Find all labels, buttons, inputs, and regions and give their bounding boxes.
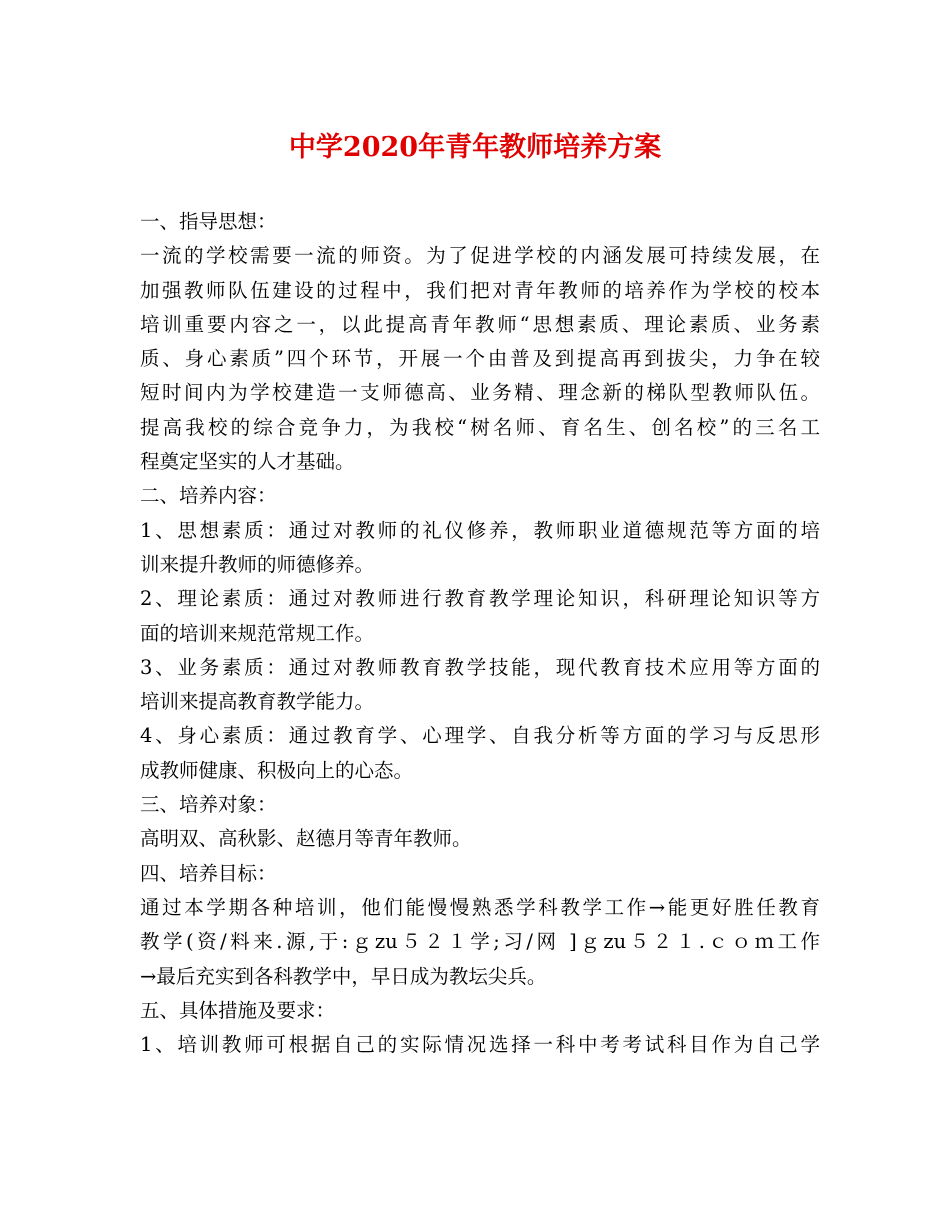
text-line: 1、思想素质：通过对教师的礼仪修养，教师职业道德规范等方面的培 [140,518,820,542]
text-line: 教学(资/料来.源,于:ｇzu５２１学;习/网 ]ｇzu５２１.ｃｏｍ工作 [140,930,820,954]
text-line: 质、身心素质”四个环节，开展一个由普及到提高再到拔尖，力争在较 [140,347,820,371]
text-line: 通过本学期各种培训，他们能慢慢熟悉学科教学工作→能更好胜任教育 [140,895,820,919]
text-line: 三、培养对象： [140,793,277,817]
document-body [140,205,820,1062]
text-line: 五、具体措施及要求： [140,998,336,1022]
text-line: 短时间内为学校建造一支师德高、业务精、理念新的梯队型教师队伍。 [140,381,820,405]
text-line: 高明双、高秋影、赵德月等青年教师。 [140,827,472,851]
text-line: 3、业务素质：通过对教师教育教学技能，现代教育技术应用等方面的 [140,655,820,679]
text-line: 一、指导思想： [140,210,277,233]
text-line: 面的培训来规范常规工作。 [140,621,375,645]
text-line: 二、培养内容： [140,484,277,508]
text-line: 训来提升教师的师德修养。 [140,552,375,576]
text-line: →最后充实到各科教学中，早日成为教坛尖兵。 [140,964,547,988]
text-line: 培训重要内容之一，以此提高青年教师“思想素质、理论素质、业务素 [140,312,820,336]
text-line: 培训来提高教育教学能力。 [140,690,375,714]
text-line: 4、身心素质：通过教育学、心理学、自我分析等方面的学习与反思形 [140,724,820,748]
document-title: 中学2020年青年教师培养方案 [288,132,662,163]
text-line: 2、理论素质：通过对教师进行教育教学理论知识，科研理论知识等方 [140,587,820,611]
text-line: 提高我校的综合竞争力，为我校“树名师、育名生、创名校”的三名工 [140,415,820,439]
text-line: 一流的学校需要一流的师资。为了促进学校的内涵发展可持续发展，在 [140,244,820,268]
text-line: 程奠定坚实的人才基础。 [140,450,355,474]
text-line: 四、培养目标： [140,861,277,885]
text-line: 成教师健康、积极向上的心态。 [140,758,414,782]
text-line: 加强教师队伍建设的过程中，我们把对青年教师的培养作为学校的校本 [140,278,820,302]
text-line: 1、培训教师可根据自己的实际情况选择一科中考考试科目作为自己学 [140,1033,820,1057]
